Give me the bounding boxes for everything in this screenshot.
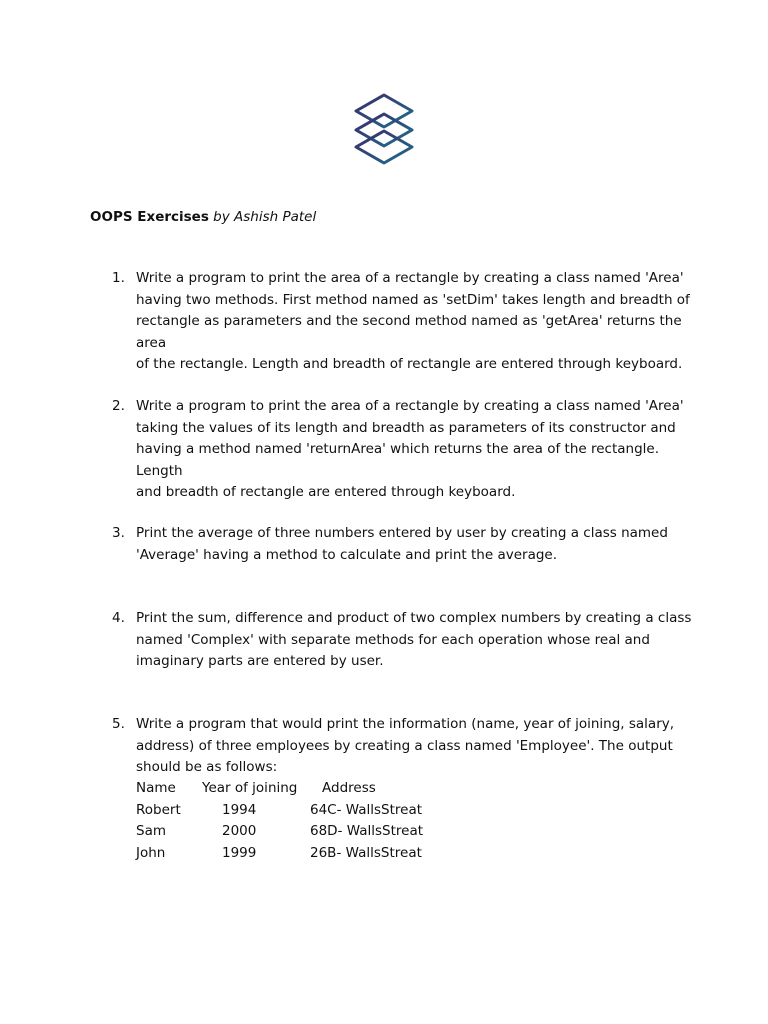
- table-cell: 1994: [222, 801, 257, 818]
- item-number: 4.: [112, 610, 125, 626]
- table-cell: 68D- WallsStreat: [310, 823, 424, 839]
- item-text: Write a program to print the area of a rectangle by creating a class named 'Area' taking the values of its length and breadth as parameters of its constructor and having a method named 'returnArea' which returns the area of the rectangle. Length and breadth of rectangle are entered through keyboard.: [136, 398, 684, 500]
- item-number: 2.: [112, 398, 125, 414]
- item-number: 1.: [112, 270, 125, 286]
- table-header-cell: Name: [136, 780, 176, 796]
- table-cell: Sam: [136, 823, 166, 839]
- table-cell: John: [136, 844, 166, 861]
- item-number: 3.: [112, 525, 125, 541]
- hexagonal-stack-icon: [350, 92, 418, 166]
- item-text: Print the average of three numbers entered by user by creating a class named 'Average' having a method to calculate and print the average.: [136, 525, 668, 563]
- title-bold: OOPS Exercises: [90, 209, 209, 225]
- table-cell: 64C- WallsStreat: [310, 801, 423, 818]
- item-text: Write a program that would print the information (name, year of joining, salary, address) of three employees by creating a class named 'Employee'. The output should be as follows:: [136, 716, 675, 775]
- table-cell: 26B- WallsStreat: [310, 844, 422, 861]
- table-header-cell: Address: [322, 780, 376, 796]
- table-cell: 1999: [222, 844, 257, 861]
- title-author: by Ashish Patel: [213, 209, 317, 225]
- table-header-cell: Year of joining: [202, 780, 298, 796]
- item-text: Print the sum, difference and product of two complex numbers by creating a class named 'Complex' with separate methods for each operation whose real and imaginary parts are entered by user.: [136, 610, 692, 669]
- table-cell: 2000: [222, 823, 257, 839]
- document-title: [90, 207, 316, 227]
- table-cell: Robert: [136, 801, 181, 818]
- item-text: Write a program to print the area of a rectangle by creating a class named 'Area' having two methods. First method named as 'setDim' takes length and breadth of rectangle as parameters and the second method named as 'getArea' returns the area of the rectangle. Length and breadth of rectangle are entered through keyboard.: [136, 270, 690, 372]
- item-number: 5.: [112, 716, 125, 732]
